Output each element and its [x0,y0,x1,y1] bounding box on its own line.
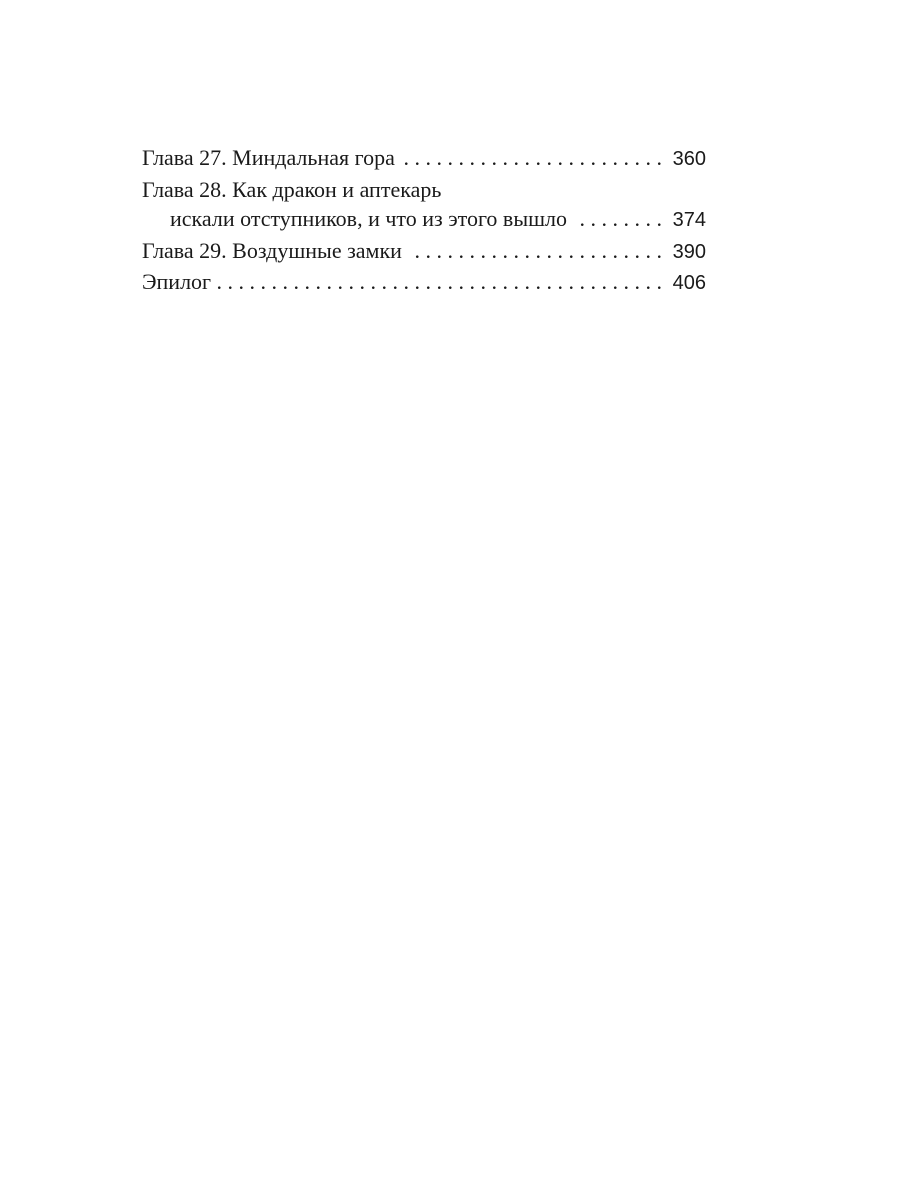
toc-entry-chapter-28-line1[interactable] [142,175,706,205]
toc-entry-page-number: 406 [672,272,706,294]
dot-leader [408,236,662,266]
toc-entry-title: Эпилог [142,269,212,294]
table-of-contents [142,143,706,299]
toc-entry-page-number: 390 [672,240,706,263]
toc-entry-title-continuation: искали отступников, и что из этого вышло [170,206,568,231]
dot-leader [573,204,662,234]
toc-entry-page-number: 360 [672,148,706,170]
dot-leader [401,143,662,173]
toc-entry-page-number: 374 [672,209,706,231]
toc-entry-chapter-28-line2[interactable] [142,204,706,236]
toc-entry-title: Глава 29. Воздушные замки [142,237,402,263]
toc-entry-title: Глава 28. Как дракон и аптекарь [142,176,442,202]
toc-entry-chapter-29[interactable] [142,236,706,268]
toc-entry-chapter-27[interactable] [142,143,706,175]
toc-entry-epilogue[interactable] [142,267,706,299]
toc-entry-title: Глава 27. Миндальная гора [142,145,395,170]
dot-leader [217,267,662,297]
